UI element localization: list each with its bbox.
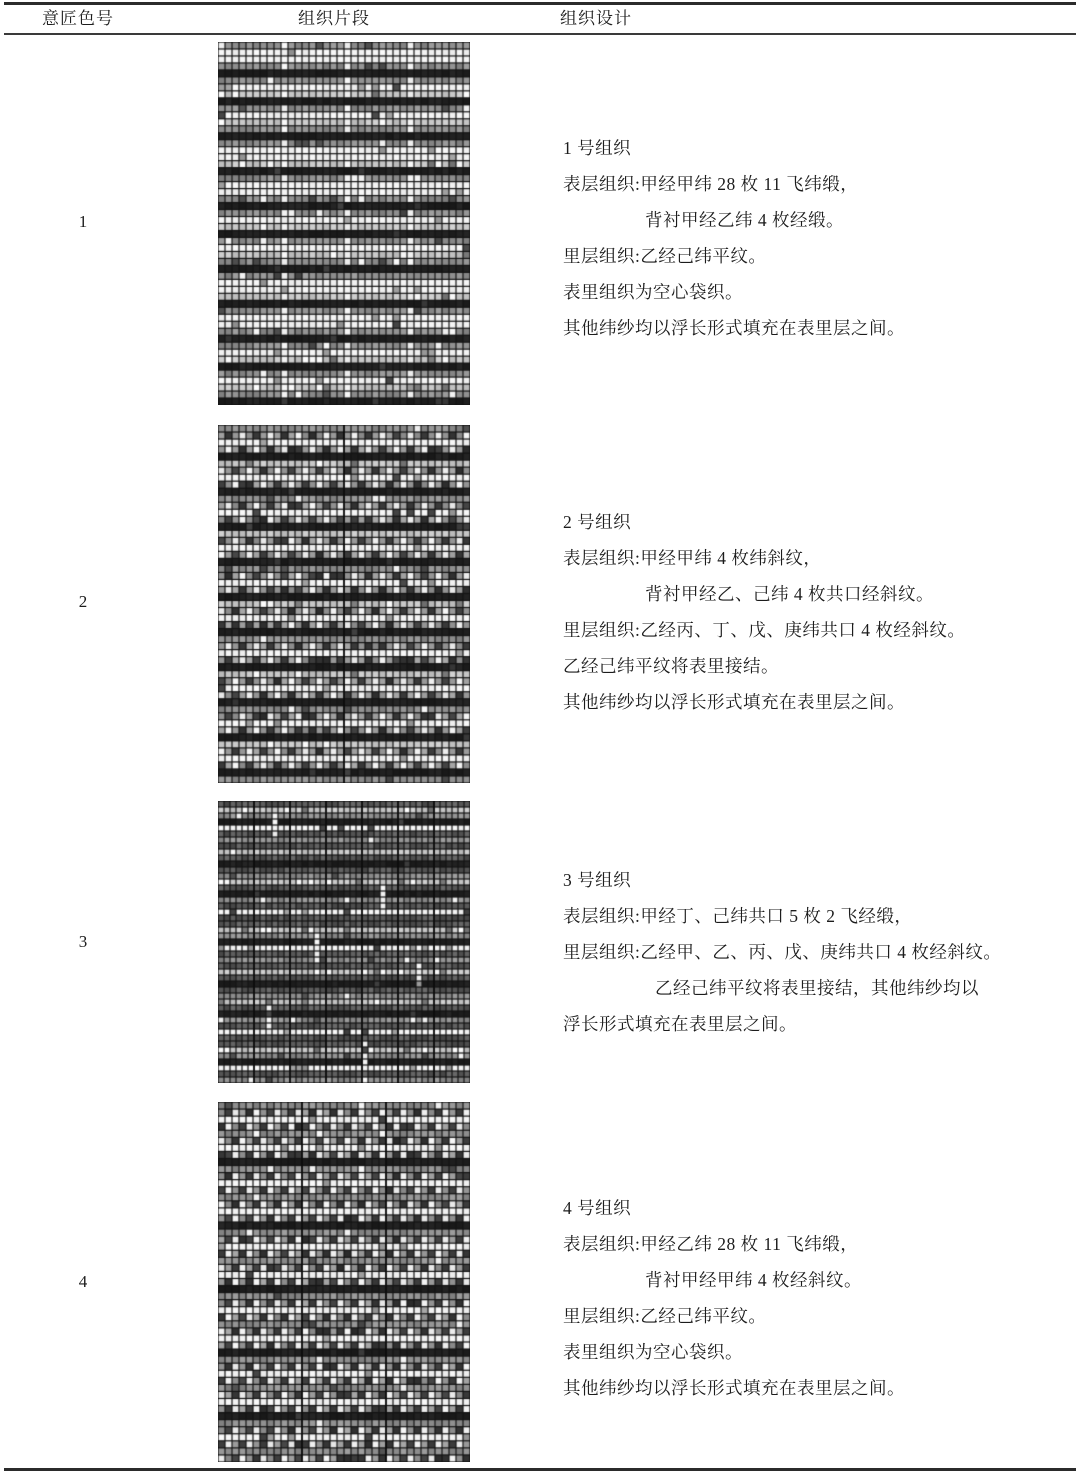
design-color-number-3: 3: [78, 932, 88, 951]
column-header-weave-fragment: 组织片段: [298, 9, 370, 28]
table-top-rule: [4, 2, 1076, 5]
design-line: 里层组织:乙经丙、丁、戊、庚纬共口 4 枚经斜纹。: [563, 620, 966, 640]
design-line: 浮长形式填充在表里层之间。: [563, 1014, 797, 1034]
design-line: 3 号组织: [563, 870, 632, 890]
design-line: 背衬甲经乙纬 4 枚经缎。: [645, 210, 844, 230]
design-line: 表层组织:甲经乙纬 28 枚 11 飞纬缎，: [563, 1234, 859, 1254]
design-line: 表层组织:甲经丁、己纬共口 5 枚 2 飞经缎，: [563, 906, 913, 926]
design-line: 里层组织:乙经己纬平纹。: [563, 1306, 767, 1326]
design-line: 里层组织:乙经己纬平纹。: [563, 246, 767, 266]
table-header-rule: [4, 33, 1076, 35]
design-line: 其他纬纱均以浮长形式填充在表里层之间。: [563, 1378, 905, 1398]
table-bottom-rule: [4, 1468, 1076, 1471]
design-line: 2 号组织: [563, 512, 632, 532]
design-line: 表层组织:甲经甲纬 4 枚纬斜纹，: [563, 548, 822, 568]
column-header-color-number: 意匠色号: [42, 9, 114, 28]
design-text-2: [563, 504, 1063, 720]
column-header-weave-design: 组织设计: [560, 9, 632, 28]
design-color-number-4: 4: [78, 1272, 88, 1291]
design-line: 1 号组织: [563, 138, 632, 158]
design-line: 乙经己纬平纹将表里接结。: [563, 656, 779, 676]
design-color-number-1: 1: [78, 212, 88, 231]
design-line: 其他纬纱均以浮长形式填充在表里层之间。: [563, 692, 905, 712]
design-line: 其他纬纱均以浮长形式填充在表里层之间。: [563, 318, 905, 338]
weave-fragment-image-4: [218, 1102, 470, 1462]
weave-fragment-image-2: [218, 425, 470, 783]
weave-fragment-image-3: [218, 801, 470, 1083]
design-color-number-2: 2: [78, 592, 88, 611]
design-line: 背衬甲经甲纬 4 枚经斜纹。: [645, 1270, 862, 1290]
design-line: 4 号组织: [563, 1198, 632, 1218]
design-text-1: [563, 130, 1063, 346]
design-line: 背衬甲经乙、己纬 4 枚共口经斜纹。: [645, 584, 934, 604]
design-line: 里层组织:乙经甲、乙、丙、戊、庚纬共口 4 枚经斜纹。: [563, 942, 1002, 962]
design-text-3: [563, 862, 1063, 1042]
design-line: 表层组织:甲经甲纬 28 枚 11 飞纬缎，: [563, 174, 859, 194]
design-line: 表里组织为空心袋织。: [563, 1342, 743, 1362]
design-line: 乙经己纬平纹将表里接结，其他纬纱均以: [655, 978, 979, 998]
weave-fragment-image-1: [218, 42, 470, 405]
design-line: 表里组织为空心袋织。: [563, 282, 743, 302]
design-text-4: [563, 1190, 1063, 1406]
